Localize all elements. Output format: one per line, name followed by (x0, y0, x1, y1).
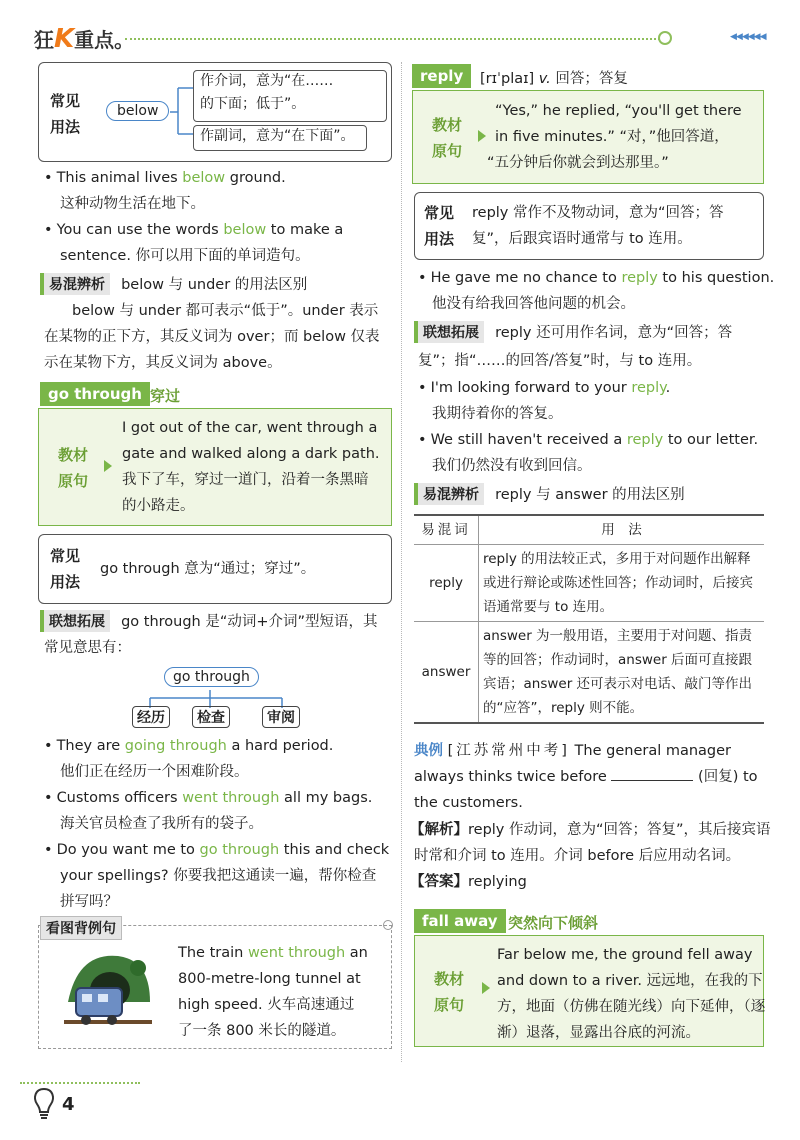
go-through-example-2: • Customs officers went through all my bags. (44, 785, 372, 811)
go-through-textbook-label: 教材 原句 (57, 446, 88, 490)
table-row (414, 545, 764, 622)
below-example-1-cn: 这种动物生活在地下。 (60, 196, 205, 212)
table-row (414, 622, 764, 724)
below-example-2-line2: sentence. 你可以用下面的单词造句。 (60, 248, 310, 264)
confuse-body-2: 在某物的正下方，其反义词为 over；而 below 仅表 (44, 329, 380, 345)
tree-leaf-1: 经历 (132, 706, 170, 728)
page-number: 4 (62, 1094, 75, 1115)
logo-text-right: 重点 (74, 28, 115, 52)
table-header-word: 易混词 (414, 515, 479, 545)
assoc-tag: 联想拓展 (40, 610, 110, 632)
table-cell-usage: answer 为一般用语，主要用于对问题、指责等的回答；作动词时，answer 后面可直接跟宾语；answer 还可表示对电话、敲门等作出的“应答”，reply 则不能。 (483, 628, 753, 716)
logo-k: K (54, 24, 75, 54)
answer-line: 【答案】replying (410, 874, 527, 890)
assoc-text-2: 常见意思有： (44, 640, 131, 656)
fall-away-textbook-label: 教材 原句 (433, 970, 464, 1014)
fall-away-line1: Far below me, the ground fell away (497, 947, 753, 963)
picture-sentence-line2: 800-metre-long tunnel at (178, 971, 361, 987)
assoc-tag: 联想拓展 (414, 321, 484, 343)
analysis-line2: 时常和介词 to 连用。介词 before 后应用动名词。 (414, 848, 741, 864)
example-source: [江苏常州中考] (447, 743, 570, 759)
go-through-example-2-cn: 海关官员检查了我所有的袋子。 (60, 816, 263, 832)
assoc-text-1: go through 是“动词+介词”型短语，其 (121, 614, 378, 630)
reply-assoc-line2: 复”；指“……的回答/答复”时，与 to 连用。 (418, 353, 702, 369)
fall-away-line4: 渐）退落，显露出谷底的河流。 (497, 1025, 700, 1041)
header-circle-ornament (658, 31, 672, 45)
go-through-textbook-line3: 我下了车，穿过一道门，沿着一条黑暗 (122, 472, 369, 488)
train-tunnel-illustration (58, 942, 158, 1034)
reply-usage-line2: 复”，后跟宾语时通常与 to 连用。 (472, 231, 692, 247)
reply-confuse-title: reply 与 answer 的用法区别 (495, 487, 685, 503)
go-through-usage-label: 常见 用法 (50, 547, 81, 591)
brand-logo (34, 24, 134, 54)
go-through-example-3-line3: 拼写吗？ (60, 894, 118, 910)
arrow-icon (104, 460, 112, 472)
reply-assoc-line1: reply 还可用作名词，意为“回答；答 (495, 325, 733, 341)
example-line1: The general manager (569, 743, 732, 759)
reply-assoc-header (414, 320, 732, 346)
answer-blank (611, 766, 693, 781)
reply-example-3-cn: 我们仍然没有收到回信。 (432, 458, 592, 474)
phrase-title-go-through: go through (40, 382, 150, 406)
below-example-1: • This animal lives below ground. (44, 165, 286, 191)
reply-answer-table (414, 514, 764, 724)
table-header-usage: 用 法 (601, 522, 642, 538)
confuse-body-3: 示在某物下方，其反义词为 above。 (44, 355, 282, 371)
table-cell-usage: reply 的用法较正式，多用于对问题作出解释或进行辩论或陈述性回答；作动词时，后接宾语通常要与 to 连用。 (483, 551, 753, 615)
reply-textbook-line3: “五分钟后你就会到达那里。” (487, 155, 669, 171)
below-confuse-header (40, 272, 307, 298)
picture-sentence-line4: 了一条 800 米长的隧道。 (178, 1023, 346, 1039)
tree-root: go through (164, 667, 259, 687)
corner-circle-ornament (383, 920, 393, 930)
below-meaning1-line1: 作介词，意为“在…… (200, 73, 334, 89)
arrow-icon (478, 130, 486, 142)
go-through-example-3-line2: your spellings? 你要我把这通读一遍，帮你检查 (60, 868, 377, 884)
reply-phonetic-line (480, 67, 628, 88)
example-question-line2: always thinks twice before (回复) to (414, 764, 758, 790)
go-through-example-1-cn: 他们正在经历一个困难阶段。 (60, 764, 249, 780)
phrase-title-fall-away: fall away (414, 909, 506, 933)
table-header-row (414, 515, 764, 545)
reply-example-2: • I'm looking forward to your reply. (418, 375, 670, 401)
picture-sentence-line3: high speed. 火车高速通过 (178, 997, 355, 1013)
below-meaning1-line2: 的下面；低于”。 (200, 96, 306, 112)
logo-text-left: 狂 (34, 28, 54, 52)
reply-phonetic: [rɪˈplaɪ] (480, 71, 535, 87)
table-cell-word: answer (414, 622, 479, 724)
reply-example-1: • He gave me no chance to reply to his question. (418, 265, 774, 291)
go-through-textbook-line2: gate and walked along a dark path. (122, 446, 380, 462)
example-tag: 典例 (414, 743, 443, 759)
below-usage-label: 常见 用法 (50, 92, 81, 136)
reply-example-3: • We still haven't received a reply to our letter. (418, 427, 758, 453)
phrase-cn-fall-away: 突然向下倾斜 (508, 914, 599, 932)
example-question-line3: the customers. (414, 795, 523, 811)
column-divider (401, 62, 402, 1062)
example-question-line1 (414, 738, 731, 764)
below-word-bubble: below (106, 101, 169, 121)
picture-sentence-tag: 看图背例句 (40, 916, 122, 940)
reply-example-1-cn: 他没有给我回答他问题的机会。 (432, 296, 635, 312)
reply-meaning: 回答；答复 (555, 71, 628, 87)
arrow-icon (482, 982, 490, 994)
go-through-assoc-header (40, 609, 378, 635)
picture-sentence-line1: The train went through an (178, 945, 368, 961)
analysis-line1: 【解析】reply 作动词，意为“回答；答复”，其后接宾语 (410, 822, 771, 838)
confuse-tag: 易混辨析 (414, 483, 484, 505)
below-example-2: • You can use the words below to make a (44, 217, 390, 243)
confuse-title: below 与 under 的用法区别 (121, 277, 308, 293)
below-meaning2: 作副词，意为“在下面”。 (200, 128, 355, 144)
logo-dot: 。 (114, 28, 135, 52)
tree-leaf-2: 检查 (192, 706, 230, 728)
tree-leaf-3: 审阅 (262, 706, 300, 728)
confuse-tag: 易混辨析 (40, 273, 110, 295)
word-title-reply: reply (412, 64, 471, 88)
go-through-textbook-line4: 的小路走。 (122, 498, 195, 514)
go-through-example-3: • Do you want me to go through this and check (44, 837, 389, 863)
reply-usage-line1: reply 常作不及物动词，意为“回答；答 (472, 205, 724, 221)
reply-textbook-label: 教材 原句 (431, 116, 462, 160)
table-cell-word: reply (414, 545, 479, 622)
footer-divider (20, 1082, 140, 1084)
confuse-body-1: below 与 under 都可表示“低于”。under 表示 (72, 303, 379, 319)
reply-textbook-line1: “Yes,” he replied, “you'll get there (495, 103, 742, 119)
lightbulb-icon (30, 1086, 58, 1120)
reply-example-2-cn: 我期待着你的答复。 (432, 406, 563, 422)
go-through-textbook-line1: I got out of the car, went through a (122, 420, 378, 436)
reply-usage-label: 常见 用法 (424, 204, 455, 248)
header-divider (125, 38, 660, 40)
fall-away-line2: and down to a river. 远远地，在我的下 (497, 973, 763, 989)
fall-away-line3: 方，地面（仿佛在随光线）向下延伸，（逐 (497, 999, 766, 1015)
reply-confuse-header (414, 482, 685, 508)
go-through-example-1: • They are going through a hard period. (44, 733, 333, 759)
phrase-cn-go-through: 穿过 (150, 387, 181, 405)
reply-pos: v. (538, 71, 551, 87)
header-arrows-icon: ◀◀◀◀◀◀ (730, 32, 766, 42)
go-through-usage-text: go through 意为“通过；穿过”。 (100, 561, 316, 577)
reply-textbook-line2: in five minutes.” “对，”他回答道， (495, 129, 729, 145)
